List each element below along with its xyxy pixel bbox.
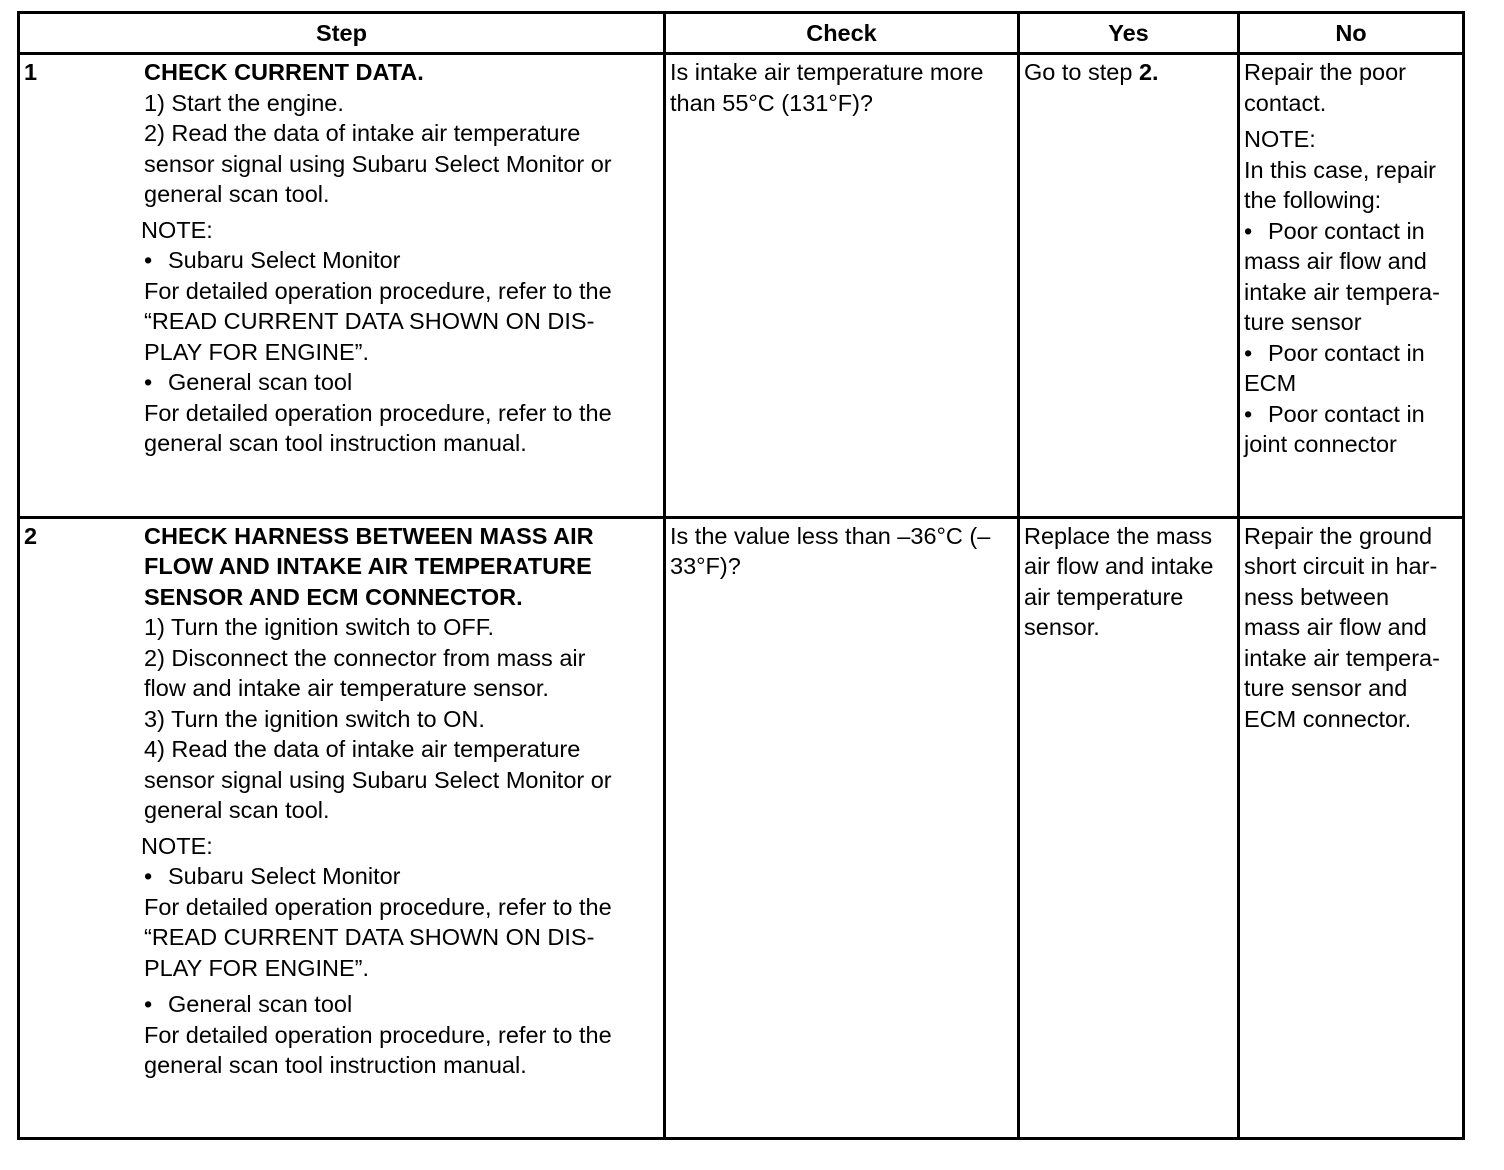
note-line: general scan tool instruction manual. (144, 430, 527, 456)
bullet-icon: • (144, 247, 153, 273)
note-line: PLAY FOR ENGINE”. (144, 338, 370, 365)
note-bullet-text: General scan tool (168, 991, 353, 1018)
note-label: NOTE: (141, 832, 213, 859)
yes-cell (1019, 517, 1239, 1138)
yes-cell (1019, 54, 1239, 518)
note-bullet (144, 861, 659, 892)
no-bullet-text: Poor contact in (1268, 400, 1425, 427)
no-bullet-text: Poor contact in (1268, 339, 1425, 366)
step-line: general scan tool. (144, 181, 330, 207)
yes-line: air flow and intake (1024, 553, 1214, 580)
check-line: 33°F)? (670, 553, 741, 580)
yes-line (1024, 57, 1233, 88)
step-number: 2 (24, 522, 38, 549)
note-line: For detailed operation procedure, refer to the (144, 1021, 612, 1048)
step-line: flow and intake air temperature sensor. (144, 675, 549, 702)
no-bullet-line: intake air tempera- (1244, 278, 1440, 305)
bullet-icon: • (1244, 217, 1253, 244)
header-step: Step (19, 13, 665, 54)
step-title-line: FLOW AND INTAKE AIR TEMPERATURE (144, 553, 592, 580)
yes-line: Replace the mass (1024, 522, 1213, 549)
no-line: contact. (1244, 89, 1327, 116)
step-line: general scan tool. (144, 797, 330, 824)
no-line: ECM connector. (1244, 705, 1412, 732)
note-line: For detailed operation procedure, refer to the (144, 893, 612, 920)
bullet-icon: • (144, 991, 153, 1018)
step-title-line: CHECK HARNESS BETWEEN MASS AIR (144, 522, 594, 549)
note-line: PLAY FOR ENGINE”. (144, 954, 370, 981)
step-title-line: SENSOR AND ECM CONNECTOR. (144, 583, 523, 610)
step-line: 2) Disconnect the connector from mass air (144, 644, 586, 671)
note-bullet-text: Subaru Select Monitor (168, 863, 401, 890)
no-line: intake air tempera- (1244, 644, 1440, 671)
header-yes: Yes (1019, 13, 1239, 54)
step-body (141, 57, 659, 459)
bullet-icon: • (1244, 400, 1253, 427)
header-no: No (1239, 13, 1464, 54)
header-row (19, 13, 1464, 54)
no-line: mass air flow and (1244, 614, 1427, 641)
bullet-icon: • (1244, 339, 1253, 366)
step-cell (19, 517, 665, 1138)
table-row (19, 517, 1464, 1138)
no-line: ness between (1244, 583, 1390, 610)
no-bullet (1244, 399, 1458, 430)
yes-step-ref: 2. (1138, 59, 1159, 85)
no-bullet (1244, 216, 1458, 247)
no-line: short circuit in har- (1244, 553, 1438, 580)
header-check: Check (665, 13, 1019, 54)
step-line: 3) Turn the ignition switch to ON. (144, 705, 485, 732)
no-cell (1239, 517, 1464, 1138)
check-line: Is the value less than –36°C (– (670, 522, 991, 549)
bullet-icon: • (144, 863, 153, 890)
note-bullet-text: General scan tool (168, 369, 353, 395)
step-line: 2) Read the data of intake air temperature (144, 120, 581, 146)
yes-line: sensor. (1024, 614, 1100, 641)
no-note-line: In this case, repair (1244, 156, 1437, 183)
note-bullet (144, 245, 659, 276)
note-bullet (144, 989, 659, 1020)
step-title: CHECK CURRENT DATA. (144, 59, 424, 85)
step-line: 1) Start the engine. (144, 89, 344, 116)
step-line: 1) Turn the ignition switch to OFF. (144, 614, 495, 641)
table-row (19, 54, 1464, 518)
check-cell (665, 517, 1019, 1138)
check-line: than 55°C (131°F)? (670, 89, 873, 116)
note-line: “READ CURRENT DATA SHOWN ON DIS- (144, 308, 595, 334)
note-label: NOTE: (141, 216, 213, 243)
no-bullet-line: ture sensor (1244, 309, 1362, 335)
step-body (141, 521, 659, 1081)
no-line: Repair the ground (1244, 522, 1433, 549)
note-bullet (144, 367, 659, 398)
no-line: Repair the poor (1244, 59, 1406, 85)
no-bullet-line: ECM (1244, 370, 1297, 396)
step-line: sensor signal using Subaru Select Monitor or (144, 150, 612, 177)
yes-line: air temperature (1024, 583, 1184, 610)
bullet-icon: • (144, 369, 153, 395)
note-line: For detailed operation procedure, refer to the (144, 399, 612, 426)
diagnostic-table (17, 11, 1465, 1140)
no-bullet-line: mass air flow and (1244, 248, 1427, 274)
no-note-label: NOTE: (1244, 126, 1316, 152)
yes-text: Go to step (1024, 59, 1133, 85)
no-bullet-text: Poor contact in (1268, 217, 1425, 244)
check-line: Is intake air temperature more (670, 59, 984, 85)
step-line: 4) Read the data of intake air temperature (144, 736, 581, 763)
note-line: general scan tool instruction manual. (144, 1052, 527, 1079)
note-line: “READ CURRENT DATA SHOWN ON DIS- (144, 924, 595, 951)
step-cell (19, 54, 665, 518)
no-cell (1239, 54, 1464, 518)
no-bullet (1244, 338, 1458, 369)
step-number: 1 (24, 59, 38, 85)
note-bullet-text: Subaru Select Monitor (168, 247, 401, 273)
note-line: For detailed operation procedure, refer to the (144, 277, 612, 304)
check-cell (665, 54, 1019, 518)
no-note-line: the following: (1244, 187, 1382, 213)
step-line: sensor signal using Subaru Select Monitor or (144, 766, 612, 793)
no-line: ture sensor and (1244, 675, 1408, 702)
no-bullet-line: joint connector (1244, 431, 1397, 457)
